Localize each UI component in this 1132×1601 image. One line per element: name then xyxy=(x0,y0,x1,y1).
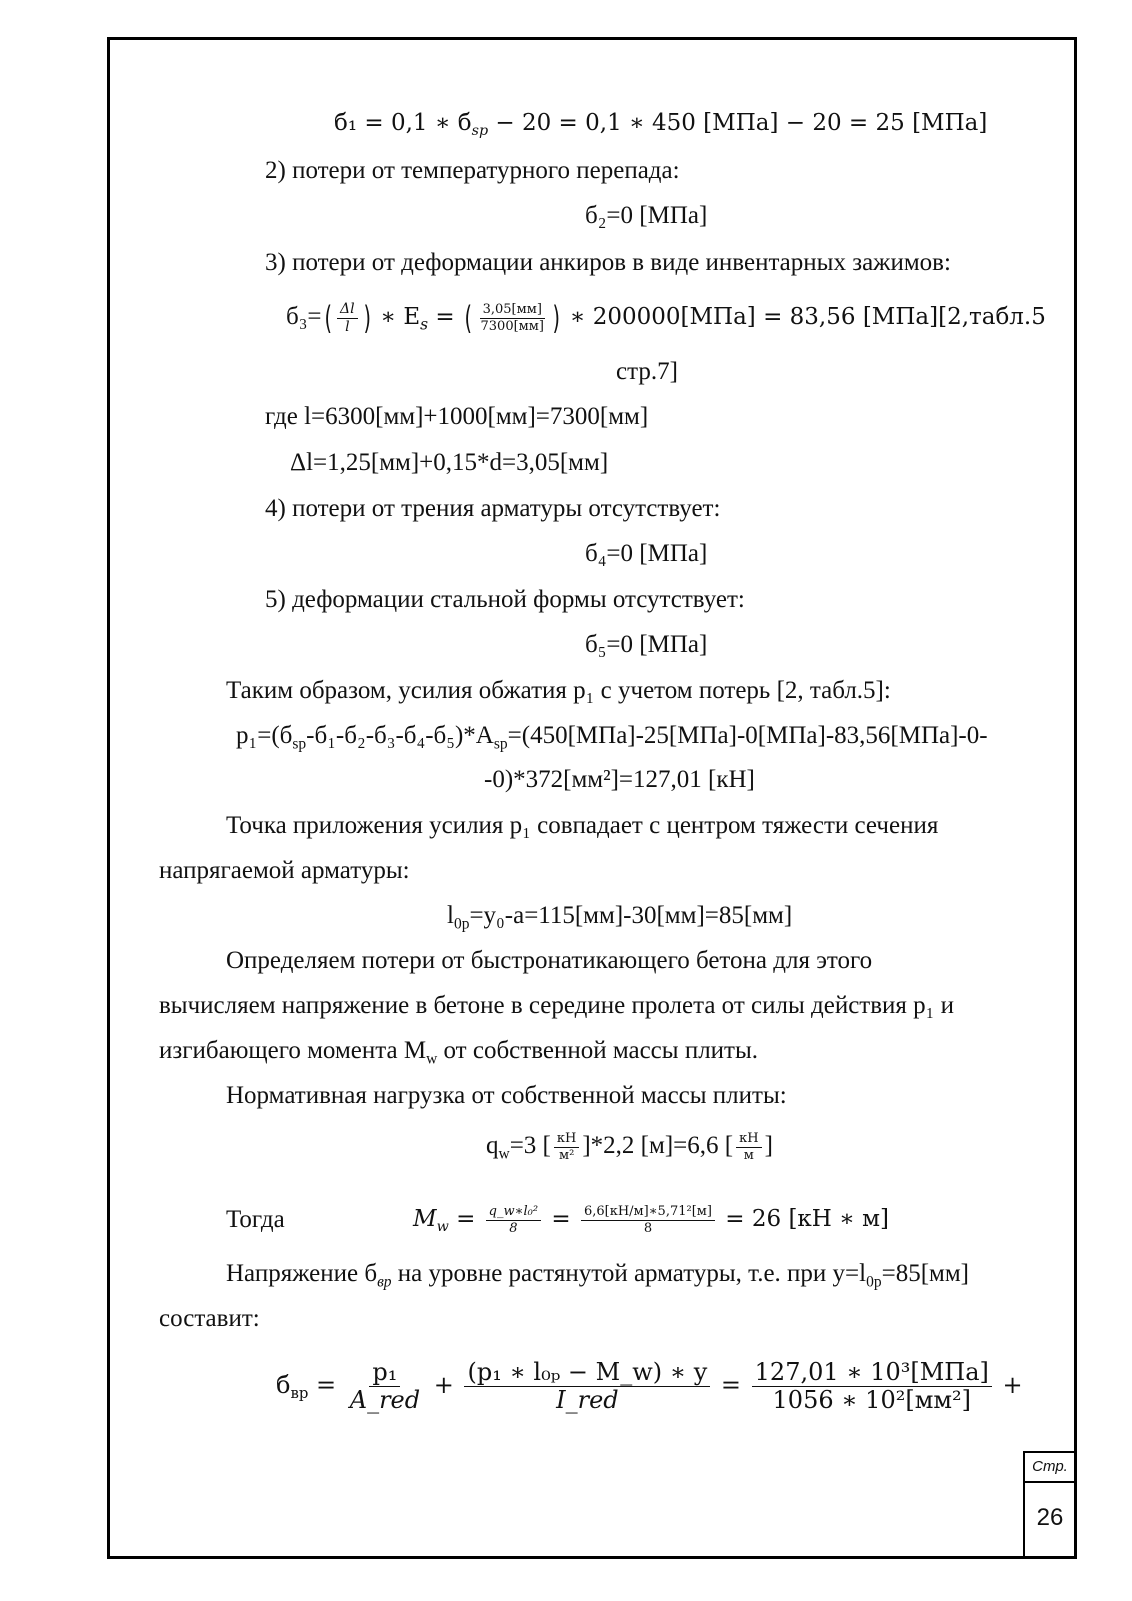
item-5: 5) деформации стальной формы отсутствует: xyxy=(265,586,745,613)
point-line-1: Точка приложения усилия p₁ совпадает с центром тяжести сечения xyxy=(226,812,939,839)
stress-line-2: составит: xyxy=(159,1305,260,1332)
item-4: 4) потери от трения арматуры отсутствует: xyxy=(265,495,721,522)
page-label: Стр. xyxy=(1025,1453,1075,1483)
item-2: 2) потери от температурного перепада: xyxy=(265,157,680,184)
formula-p1-line2: -0)*372[мм²]=127,01 [кН] xyxy=(484,766,755,793)
formula-qw: $q_w=3$ [ $\frac{кН}{\text{м²}}$ ]*2,2 [м]=6,6 [ $\frac{кН}{м}$ ] xyxy=(486,1131,773,1163)
norm-line: Нормативная нагрузка от собственной массы плиты: xyxy=(226,1082,787,1109)
thus-line: Таким образом, усилия обжатия p₁ с учетом потерь [2, табл.5]: xyxy=(226,677,891,704)
delta-l: Δl=1,25[мм]+0,15*d=3,05[мм] xyxy=(290,449,609,476)
page-number: 26 xyxy=(1036,1504,1064,1531)
formula-b1: б₁ = 0,1 ∗ $б_{sp} - 20 = 0,1$ ∗ 450 [МПа] − 20 = 25 [МПа] xyxy=(334,110,988,139)
formula-b4: б₄=0 [МПа] xyxy=(585,540,708,567)
formula-b2: б₂=0 [МПа] xyxy=(585,202,708,229)
formula-b3-cont: стр.7] xyxy=(616,358,678,385)
item-3: 3) потери от деформации анкиров в виде инвентарных зажимов: xyxy=(265,249,951,276)
point-line-2: напрягаемой арматуры: xyxy=(159,857,410,884)
stress-line-1: Напряжение $б_{вр}$ на уровне растянутой арматуры, т.е. при $y=l_{0p}=85[мм]$ xyxy=(226,1260,969,1291)
page-number-stamp xyxy=(1023,1451,1077,1559)
formula-l0p: $l_{0p}=y_0-a=115[мм]-30[мм]=85[мм]$ xyxy=(447,902,793,933)
det-line-1: Определяем потери от быстронатикающего бетона для этого xyxy=(226,947,873,974)
det-line-3: изгибающего момента $M_w$ от собственной массы плиты. xyxy=(159,1037,759,1068)
det-line-2: вычисляем напряжение в бетоне в середине пролета от силы действия p₁ и xyxy=(159,992,954,1019)
where-l: где l=6300[мм]+1000[мм]=7300[мм] xyxy=(265,403,649,430)
togda-label: Тогда xyxy=(226,1206,285,1233)
formula-p1-line1: $p_1=(б_{sp}-б_1-б_2-б_3-б_4-б_5)*A_{sp}=(450[МПа]-25[МПа]-0[МПа]-83,56[МПа]-0-$ xyxy=(236,722,988,753)
formula-b3: б₃=( $\frac{\Delta l}{l}$ ) ∗ $E_s$ = ( $\frac{3,05[мм]}{7300[мм]}$ ) ∗ 200000[МПа] = 83,56 [МПа][2,табл.5 xyxy=(286,299,1046,338)
formula-bvr: $б_{вр}$ = $\frac{\text{p₁}}{\text{A\_red}}$ + $\frac{\text{(p₁ ∗ l₀ₚ − M\_w) ∗ y}}{\text{I\_red}}$ = $\frac{\text{127,01 ∗ 10³[МПа]}}{\text{1056 ∗ 10²[мм²]}}$ + xyxy=(276,1357,1023,1414)
formula-mw: $M_w$ = $\frac{\text{q\_w∗l₀²}}{8}$ = $\frac{\text{6,6[кН/м]∗5,71²[м]}}{8}$ = 26 [кН ∗ м] xyxy=(413,1203,889,1236)
formula-b5: б₅=0 [МПа] xyxy=(585,631,708,658)
